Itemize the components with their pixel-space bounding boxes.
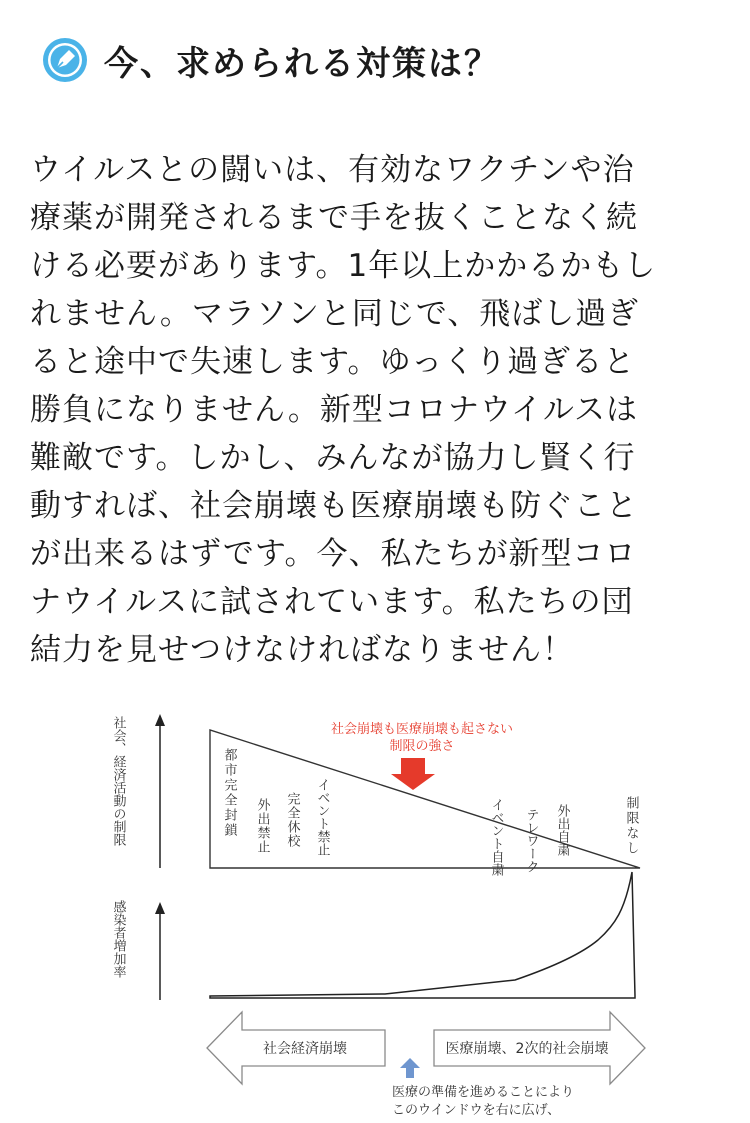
right-arrow-label: 医療崩壊、2次的社会崩壊 [445,1041,609,1057]
red-caption-2: 制限の強さ [389,739,455,754]
y-label-top: 社会、経済活動の制限 [110,716,126,846]
restriction-label-event-restraint: イベント自粛 [488,798,504,876]
body-line: 療薬が開発されるまで手を抜くことなく続 [30,200,638,236]
restriction-label-telework: テレワーク [523,808,539,873]
restriction-label-school-closure: 完全休校 [284,792,300,848]
body-line: れません。マラソンと同じで、飛ばし過ぎ [30,296,640,332]
body-line: ると途中で失速します。ゆっくり過ぎると [30,344,636,380]
restriction-label-city-lockdown: 都市完全封鎖 [221,748,237,838]
body-line: 勝負になりません。新型コロナウイルスは [30,392,638,428]
y-axis-top-arrowhead [155,714,165,726]
infection-curve [210,872,635,998]
restriction-label-no-outing: 外出禁止 [254,798,270,854]
y-label-bottom: 感染者増加率 [110,900,126,978]
pen-nib-icon [40,35,90,85]
restriction-label-no-restriction: 制限なし [623,796,639,856]
note-line-2: このウインドウを右に広げ、 [392,1103,561,1118]
restriction-diagram [0,700,750,1123]
body-line: 難敵です。しかし、みんなが協力し賢く行 [30,440,636,476]
body-line: が出来るはずです。今、私たちが新型コロ [30,536,637,572]
red-caption-1: 社会崩壊も医療崩壊も起さない [330,722,514,737]
restriction-label-event-ban: イベント禁止 [314,778,330,856]
body-line: ナウイルスに試されています。私たちの団 [30,584,634,620]
article-body [30,146,730,674]
restriction-label-outing-restraint: 外出自粛 [554,804,570,856]
blue-up-arrow [400,1058,420,1078]
body-line: 結力を見せつけなければなりません！ [30,632,574,668]
section-heading [40,32,500,88]
y-axis-bottom-arrowhead [155,902,165,914]
body-line: 動すれば、社会崩壊も医療崩壊も防ぐこと [30,488,638,524]
body-line: ウイルスとの闘いは、有効なワクチンや治 [30,152,635,188]
body-line: ける必要があります。1年以上かかるかもし [30,248,657,284]
note-line-1: 医療の準備を進めることにより [392,1085,575,1100]
page-title: 今、求められる対策は？ [104,43,500,84]
left-arrow-label: 社会経済崩壊 [263,1041,347,1057]
red-down-arrow [391,758,435,790]
